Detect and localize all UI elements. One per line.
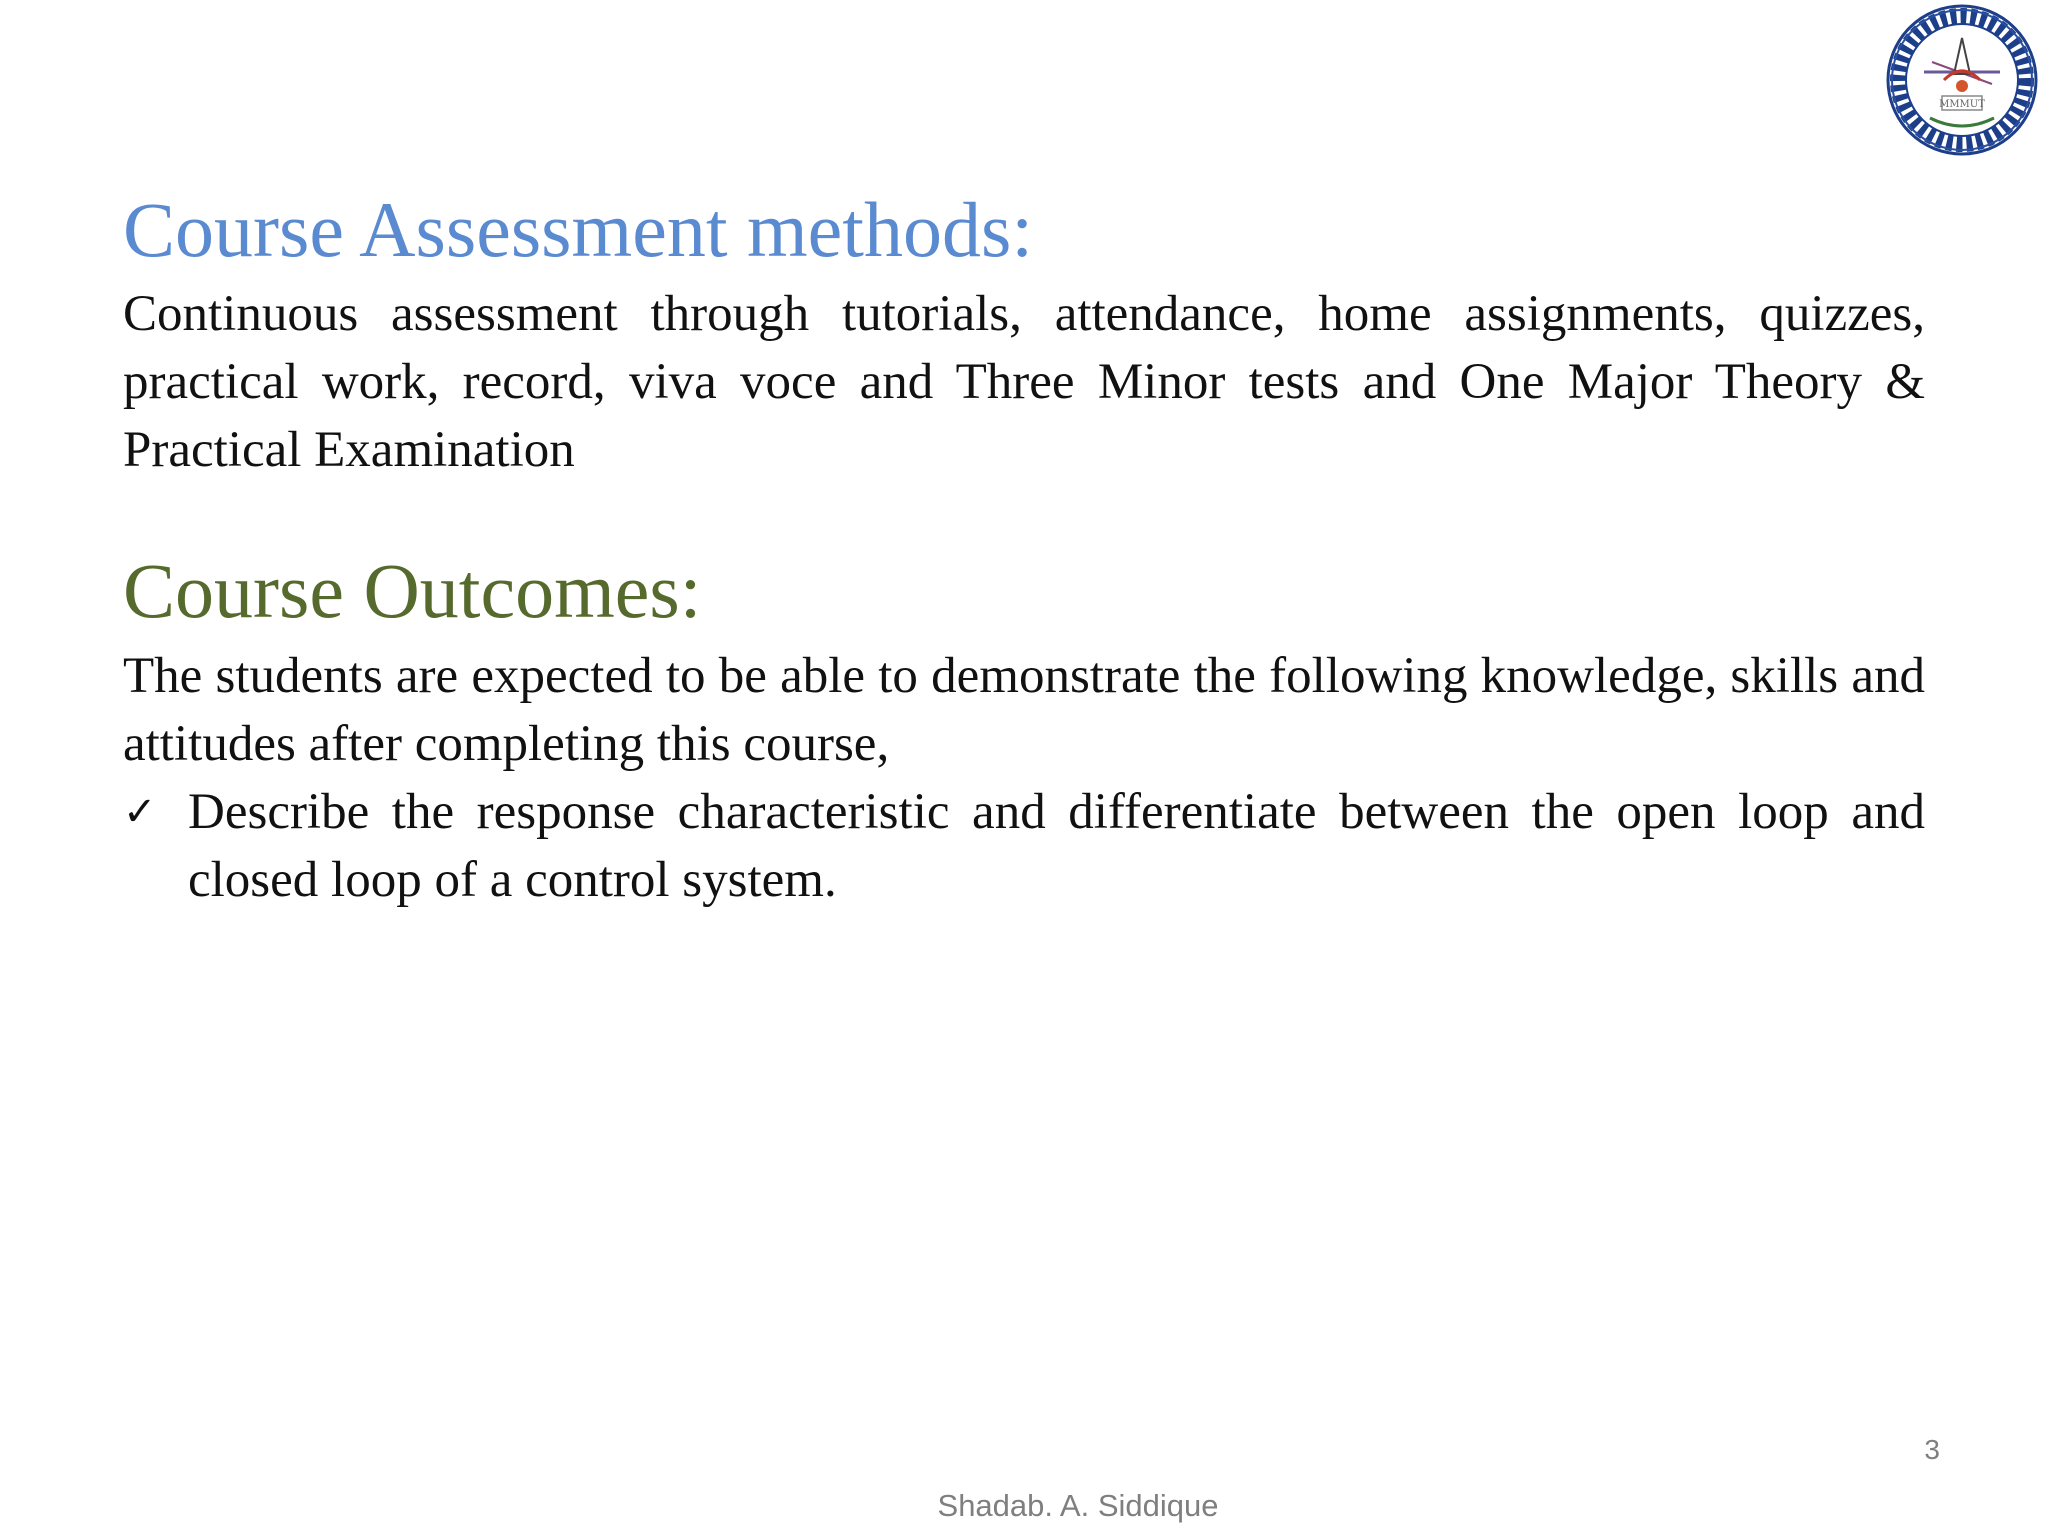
outcomes-intro: The students are expected to be able to demonstrate the following knowledge, skills and attitudes after completing this course, bbox=[123, 648, 1925, 772]
page-number: 3 bbox=[1924, 1434, 1940, 1465]
university-seal-icon bbox=[1884, 2, 2040, 158]
checkmark-icon: ✓ bbox=[123, 789, 157, 835]
footer-author: Shadab. A. Siddique bbox=[937, 1488, 1219, 1523]
outcome-bullet-text: Describe the response characteristic and differentiate between the open loop and closed loop of a control system. bbox=[188, 784, 1925, 908]
assessment-heading: Course Assessment methods: bbox=[123, 186, 1033, 273]
outcomes-heading: Course Outcomes: bbox=[123, 547, 702, 634]
outcome-bullet bbox=[123, 778, 1925, 914]
svg-text:MMMUT: MMMUT bbox=[1939, 99, 1985, 110]
assessment-body: Continuous assessment through tutorials, attendance, home assignments, quizzes, practical work, record, viva voce and Three Minor tests and One Major Theory & Practical Examination bbox=[123, 286, 1925, 478]
